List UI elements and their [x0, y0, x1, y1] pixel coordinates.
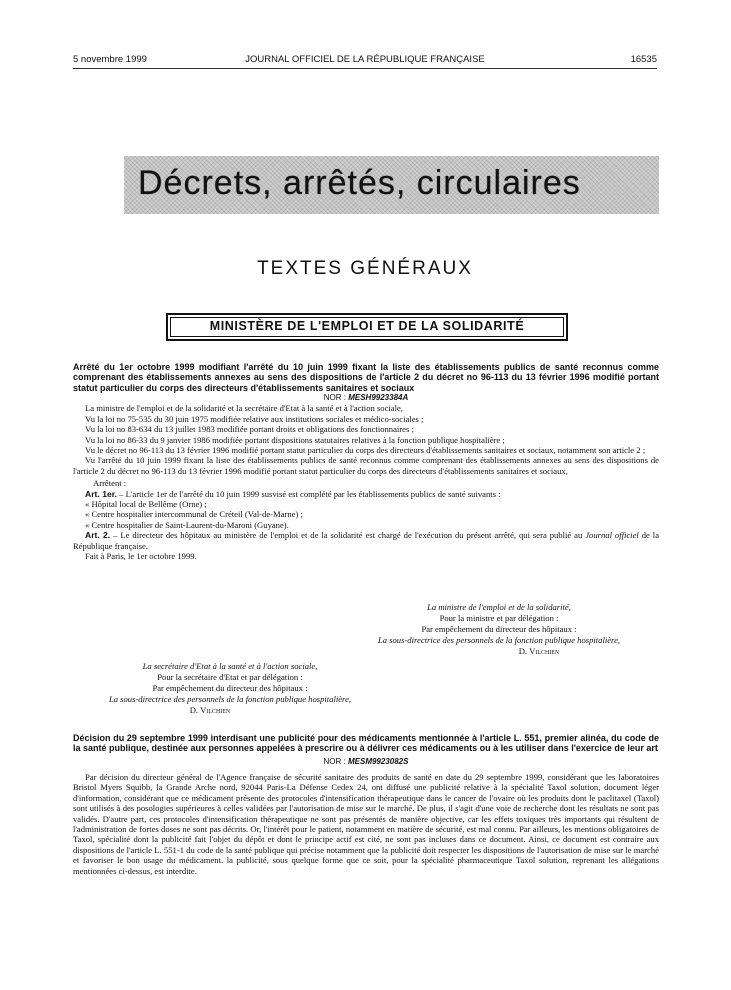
decision-title: Décision du 29 septembre 1999 interdisant une publicité pour des médicaments mentionnée à l'article L. 551, premier alinéa, du code de la santé publique, destinée aux personnes appelées à prescrire ou à délivrer ces médicaments ou à les utiliser dans l'exercice de leur art: [73, 733, 659, 754]
article-2-label: Art. 2.: [85, 530, 111, 541]
nor-label: NOR :: [323, 756, 346, 766]
establishment-item: « Centre hospitalier de Saint-Laurent-du-Maroni (Guyane).: [85, 519, 289, 530]
nor-value: MESH9923384A: [348, 392, 409, 402]
signature-impediment: Par empêchement du directeur des hôpitaux :: [152, 683, 308, 693]
establishment-item: « Hôpital local de Bellême (Orne) ;: [85, 498, 207, 509]
header-date: 5 novembre 1999: [73, 54, 147, 65]
article-2-journal: Journal officiel: [585, 530, 639, 541]
establishment-item: « Centre hospitalier intercommunal de Créteil (Val-de-Marne) ;: [85, 509, 303, 520]
arrete-title: Arrêté du 1er octobre 1999 modifiant l'arrêté du 10 juin 1999 fixant la liste des établissements publics de santé reconnus comme comprenant des établissements annexes au sens des dispositions de l'article 2 du décret no 96-113 du 13 février 1996 modifié portant statut particulier du corps des directeurs d'établissements sanitaires et sociaux: [73, 362, 659, 393]
article-2: [73, 530, 659, 551]
signature-role: La ministre de l'emploi et de la solidarité,: [427, 602, 571, 612]
header-rule: [73, 68, 657, 69]
ministry-name: MINISTÈRE DE L'EMPLOI ET DE LA SOLIDARITÉ: [209, 319, 525, 333]
done-at-line: Fait à Paris, le 1er octobre 1999.: [85, 550, 197, 561]
arrete-nor: [73, 393, 659, 403]
decision-nor: [73, 757, 659, 767]
signature-subdirector: La sous-directrice des personnels de la fonction publique hospitalière,: [377, 635, 621, 645]
signature-name: D. Vilchien: [518, 646, 560, 656]
article-1: [73, 489, 659, 499]
vu-line: Vu le décret no 96-113 du 13 février 1996 modifié portant statut particulier du corps des directeurs d'établissements sanitaires et sociaux, notamment son article 2 ;: [85, 444, 646, 455]
vu-line: Vu la loi no 75-535 du 30 juin 1975 modifiée relative aux institutions sociales et médico-sociales ;: [85, 413, 424, 424]
decision-body: Par décision du directeur général de l'Agence française de sécurité sanitaire des produits de santé en date du 29 septembre 1999, considérant que les laboratoires Bristol Myers Squibb, la Grande Arche nord, 92044 Paris-La Défense Cedex 24, ont diffusé une publicité relative à la spécialité Taxol solution, document léger d'information, considérant que ce médicament présente des protocoles d'intensification thérapeutique dans le cancer de l'ovaire où les produits dont le paclitaxel (Taxol) sont utilisés à des posologies supérieures à celles validées par l'autorisation de mise sur le marché. De plus, il s'agit d'une voie de recherche dont les résultats ne sont pas validés. D'autre part, ces protocoles d'intensification thérapeutique ne sont pas présentés de manière objective, car les effets toxiques très importants qui résultent de l'administration de fortes doses ne sont pas décrits. Or, l'intérêt pour le patient, notamment en matière de sécurité, est mal connu. Par ailleurs, les mentions obligatoires de Taxol, spécialité dont la publicité fait l'objet du dépôt et dont le principe actif est cité, ne sont pas incluses dans ce document. Ainsi, ce document est contraire aux dispositions de l'article L. 551-1 du code de la santé publique qui précise notamment que la publicité doit respecter les dispositions de l'autorisation de mise sur le marché et favoriser le bon usage du médicament. la publicité, sous quelque forme que ce soit, pour la spécialité pharmaceutique Taxol solution, reprenant les allégations mentionnées ci-dessus, est interdite.: [73, 772, 659, 876]
arrete-preamble: La ministre de l'emploi et de la solidarité et la secrétaire d'Etat à la santé et à l'action sociale,: [85, 403, 403, 414]
signature-minister: [340, 602, 658, 657]
signature-name: D. Vilchien: [189, 705, 231, 715]
vu-line: Vu la loi no 86-33 du 9 janvier 1986 modifiée portant dispositions statutaires relatives à la fonction publique hospitalière ;: [85, 434, 505, 445]
vu-line: Vu la loi no 83-634 du 13 juillet 1983 modifiée portant droits et obligations des fonctionnaires ;: [85, 424, 414, 435]
header-journal-title: JOURNAL OFFICIEL DE LA RÉPUBLIQUE FRANÇAISE: [245, 54, 485, 65]
decrets-banner: [124, 156, 659, 214]
vu-line: Vu l'arrêté du 10 juin 1999 fixant la liste des établissements publics de santé reconnus comme comprenant des établissements annexes au sens des dispositions de l'article 2 du décret no 96-113 du 13 février 1996 modifié portant statut particulier du corps des directeurs d'établissements sanitaires et sociaux,: [73, 455, 659, 476]
article-1-label: Art. 1er.: [85, 488, 118, 499]
signature-delegation: Pour la ministre et par délégation :: [439, 613, 559, 623]
arrete-block: [73, 362, 659, 561]
signature-delegation: Pour la secrétaire d'Etat et par délégation :: [157, 672, 303, 682]
article-2-text-end: de la République française.: [73, 530, 660, 551]
signature-impediment: Par empêchement du directeur des hôpitaux :: [421, 624, 577, 634]
page-header: [73, 54, 657, 68]
ministry-box: [166, 313, 568, 341]
arretent-line: Arrêtent :: [93, 478, 127, 489]
signature-secretary: [65, 661, 395, 716]
nor-value: MESM9923082S: [347, 756, 409, 766]
article-1-text: – L'article 1er de l'arrêté du 10 juin 1999 susvisé est complété par les établissements publics de santé suivants :: [117, 488, 501, 499]
signature-subdirector: La sous-directrice des personnels de la fonction publique hospitalière,: [108, 694, 352, 704]
decision-block: [73, 733, 659, 876]
article-2-text: – Le directeur des hôpitaux au ministère de l'emploi et de la solidarité est chargé de l'exécution du présent arrêté, qui sera publié au: [110, 530, 586, 541]
header-page-number: 16535: [630, 54, 657, 65]
nor-label: NOR :: [323, 392, 346, 402]
section-title: TEXTES GÉNÉRAUX: [257, 258, 473, 279]
banner-title: Décrets, arrêtés, circulaires: [138, 164, 581, 202]
signature-role: La secrétaire d'Etat à la santé et à l'action sociale,: [142, 661, 318, 671]
